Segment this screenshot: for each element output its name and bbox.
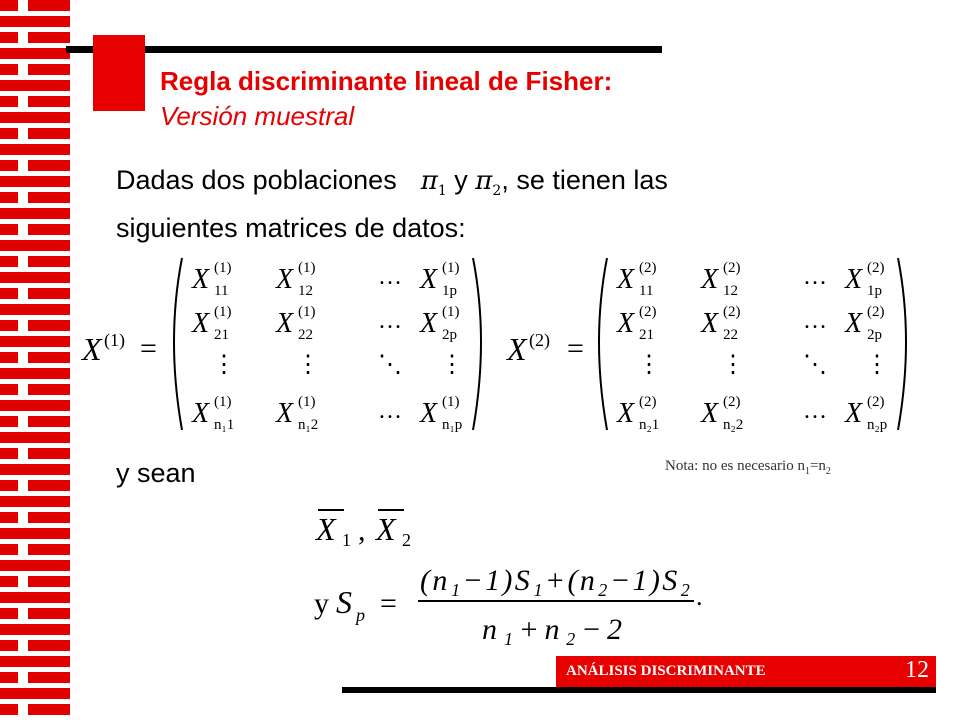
svg-text:2: 2	[402, 530, 411, 550]
svg-text:X: X	[376, 511, 396, 547]
matrix-entry: X	[845, 398, 863, 429]
matrix-entry-subscript: n₂p	[867, 417, 888, 433]
matrix-entry-superscript: (2)	[639, 260, 657, 276]
intro-paragraph	[116, 162, 756, 247]
matrix-entry-subscript: n₁1	[214, 417, 235, 433]
pooled-covariance-formula	[310, 555, 710, 650]
matrix-entry: X	[845, 308, 863, 339]
matrix-entry-superscript: (1)	[214, 304, 232, 320]
intro-text-line2: siguientes matrices de datos:	[116, 213, 466, 244]
note-text: Nota: no es necesario $n_1=n_2$	[665, 458, 831, 477]
svg-text:y: y	[314, 587, 329, 620]
svg-text:X: X	[507, 331, 527, 367]
svg-text:X: X	[82, 331, 102, 367]
svg-text:X: X	[316, 511, 336, 547]
matrix-entry: X	[192, 264, 210, 295]
matrix-ellipsis: …	[378, 398, 402, 424]
matrix-entry: X	[420, 308, 438, 339]
matrix-entry-superscript: (1)	[442, 304, 460, 320]
matrix-entry-superscript: (1)	[298, 304, 316, 320]
matrix-entry-subscript: n₁2	[298, 417, 319, 433]
svg-text:.: .	[696, 582, 703, 611]
matrix-entry-superscript: (2)	[639, 304, 657, 320]
matrix-entry-superscript: (2)	[639, 394, 657, 410]
decorative-stripes	[0, 0, 70, 720]
matrix-entry-subscript: n₂1	[639, 417, 660, 433]
matrix-entry-superscript: (2)	[723, 260, 741, 276]
matrix-ellipsis: …	[803, 398, 827, 424]
matrix-entry: X	[617, 264, 635, 295]
intro-text-1: Dadas dos poblaciones	[116, 165, 397, 195]
matrix-entry: X	[420, 398, 438, 429]
matrix-entry-subscript: 12	[298, 283, 313, 299]
matrix-entry-subscript: 21	[639, 327, 654, 343]
matrix-entry-subscript: 1p	[867, 283, 882, 299]
matrix-entry: X	[192, 398, 210, 429]
svg-text:S: S	[336, 584, 352, 620]
matrix-entry: X	[276, 264, 294, 295]
matrix-entry-superscript: (1)	[214, 260, 232, 276]
matrix-ellipsis: …	[378, 264, 402, 290]
svg-text:=: =	[140, 332, 157, 365]
matrix-entry-superscript: (1)	[298, 394, 316, 410]
matrix-ellipsis: ⋮	[296, 352, 320, 378]
matrix-ellipsis: …	[803, 264, 827, 290]
svg-text:=: =	[567, 332, 584, 365]
matrix-entry-subscript: n₂2	[723, 417, 744, 433]
matrix-entry-superscript: (2)	[867, 394, 885, 410]
population-2-symbol: $\pi_2$	[475, 166, 502, 200]
matrix-entry-subscript: 22	[723, 327, 738, 343]
matrix-entry-superscript: (2)	[867, 304, 885, 320]
sample-means-formula	[310, 500, 440, 550]
matrix-entry-subscript: n₁p	[442, 417, 463, 433]
matrix-ellipsis: …	[378, 308, 402, 334]
svg-text:(2): (2)	[529, 330, 550, 350]
matrix-entry: X	[845, 264, 863, 295]
matrix-entry-superscript: (1)	[298, 260, 316, 276]
matrix-entry: X	[192, 308, 210, 339]
matrix-entry: X	[701, 264, 719, 295]
svg-text:1: 1	[342, 530, 351, 550]
matrix-ellipsis: ⋮	[637, 352, 661, 378]
slide-title: Regla discriminante lineal de Fisher:	[160, 66, 613, 96]
matrix-entry: X	[276, 398, 294, 429]
matrix-entry-superscript: (2)	[723, 394, 741, 410]
matrix-entry: X	[701, 398, 719, 429]
svg-text:,: ,	[358, 514, 366, 547]
svg-text:(1): (1)	[104, 330, 125, 350]
svg-text:p: p	[356, 605, 365, 625]
intro-text-y: y	[454, 165, 468, 195]
y-sean-text: y sean	[116, 458, 196, 488]
slide-subtitle: Versión muestral	[160, 101, 355, 131]
matrix-entry-superscript: (1)	[442, 394, 460, 410]
matrix-entry-subscript: 1p	[442, 283, 457, 299]
matrix-ellipsis: ⋱	[803, 352, 827, 378]
matrix-entry-subscript: 11	[639, 283, 654, 299]
intro-text-2: , se tienen las	[501, 165, 668, 195]
matrix-ellipsis: …	[803, 308, 827, 334]
footer-section-label: ANÁLISIS DISCRIMINANTE	[566, 663, 766, 679]
population-1-symbol: $\pi_1$	[420, 166, 447, 200]
matrix-entry-subscript: 12	[723, 283, 738, 299]
matrix-x1-equation	[80, 250, 490, 440]
matrix-ellipsis: ⋮	[212, 352, 236, 378]
matrix-entry: X	[420, 264, 438, 295]
footer-rule	[342, 687, 936, 693]
svg-text:n₁+n₂−2: n₁+n₂−2	[482, 613, 622, 646]
matrix-entry: X	[701, 308, 719, 339]
matrix-entry-subscript: 22	[298, 327, 313, 343]
matrix-entry-subscript: 2p	[442, 327, 457, 343]
matrix-entry: X	[617, 308, 635, 339]
header-accent-block	[93, 35, 145, 111]
matrix-entry-subscript: 2p	[867, 327, 882, 343]
matrix-entry: X	[276, 308, 294, 339]
matrix-entry-superscript: (2)	[867, 260, 885, 276]
svg-text:=: =	[380, 587, 397, 620]
svg-text:(n₁−1)S₁+(n₂−1)S₂: (n₁−1)S₁+(n₂−1)S₂	[420, 564, 690, 597]
matrix-entry-superscript: (1)	[214, 394, 232, 410]
matrix-ellipsis: ⋮	[865, 352, 889, 378]
matrix-entry: X	[617, 398, 635, 429]
matrix-entry-superscript: (2)	[723, 304, 741, 320]
matrix-ellipsis: ⋮	[440, 352, 464, 378]
matrix-entry-superscript: (1)	[442, 260, 460, 276]
matrix-entry-subscript: 21	[214, 327, 229, 343]
header-rule	[66, 46, 662, 53]
matrix-x2-equation	[505, 250, 915, 440]
matrix-entry-subscript: 11	[214, 283, 229, 299]
page-number: 12	[905, 657, 929, 683]
matrix-ellipsis: ⋮	[721, 352, 745, 378]
matrix-ellipsis: ⋱	[378, 352, 402, 378]
